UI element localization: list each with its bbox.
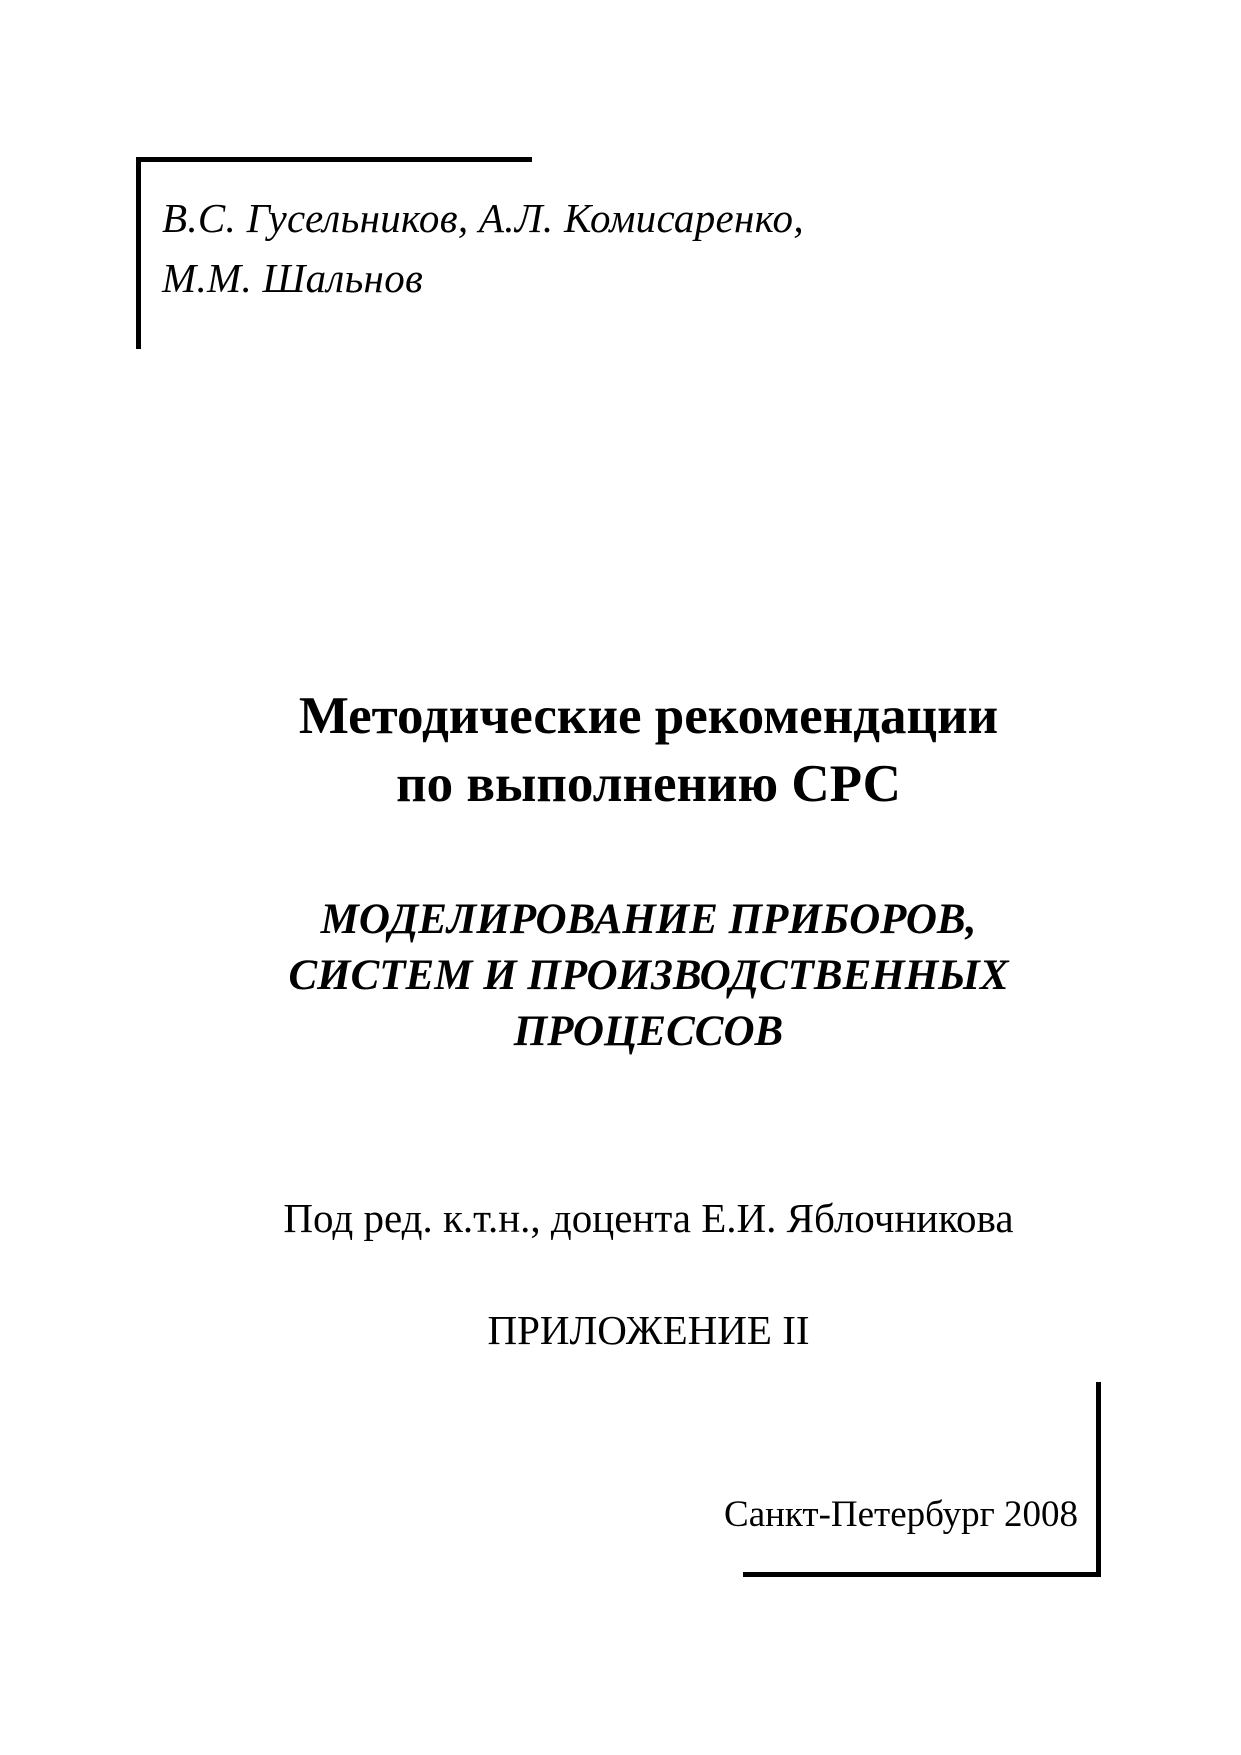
title-line-1: Методические рекомендации xyxy=(298,687,999,745)
top-left-bracket-horizontal xyxy=(136,157,532,162)
subtitle-line-2: СИСТЕМ И ПРОИЗВОДСТВЕННЫХ xyxy=(288,952,1009,999)
top-left-bracket-vertical xyxy=(136,157,141,349)
authors-line-1: В.С. Гусельников, А.Л. Комисаренко, xyxy=(162,195,804,241)
subtitle-line-1: МОДЕЛИРОВАНИЕ ПРИБОРОВ, xyxy=(320,896,977,943)
bottom-right-bracket-vertical xyxy=(1096,1382,1101,1577)
subtitle-line-3: ПРОЦЕССОВ xyxy=(513,1008,784,1055)
document-title xyxy=(0,682,1241,818)
editor-line: Под ред. к.т.н., доцента Е.И. Яблочникова xyxy=(283,1195,1014,1241)
bottom-right-bracket-horizontal xyxy=(743,1572,1101,1577)
authors-block xyxy=(162,188,1062,308)
appendix-label: ПРИЛОЖЕНИЕ II xyxy=(487,1307,810,1353)
city-year: Санкт-Петербург 2008 xyxy=(724,1494,1078,1535)
title-line-2: по выполнению СРС xyxy=(396,755,901,813)
document-subtitle xyxy=(0,892,1241,1060)
authors-line-2: М.М. Шальнов xyxy=(162,255,424,301)
